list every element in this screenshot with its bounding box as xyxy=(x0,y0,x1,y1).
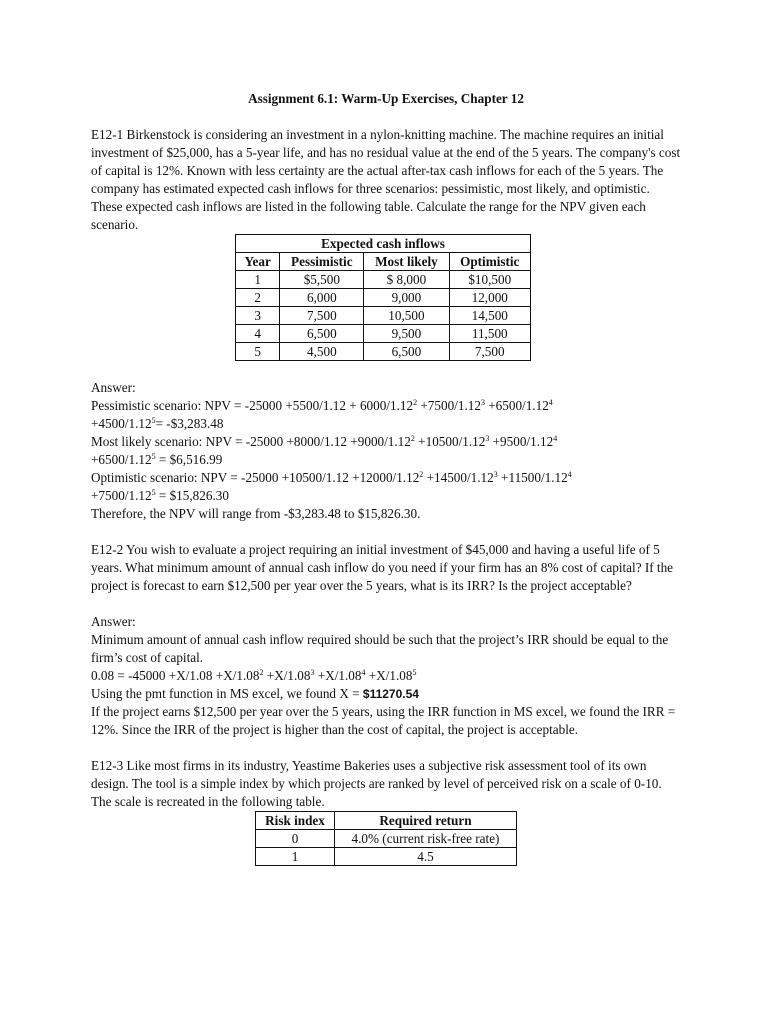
table-cell: 7,500 xyxy=(449,343,531,361)
table-cell: 5 xyxy=(236,343,280,361)
table-cell: 9,000 xyxy=(364,289,449,307)
irr-result: If the project earns $12,500 per year over the 5 years, using the IRR function in MS excel, we found the IRR = 12%. Since the IRR of the project is higher than the cost of capital, the project is acceptable. xyxy=(91,704,676,737)
table-row xyxy=(236,289,531,307)
npv-range-conclusion: Therefore, the NPV will range from -$3,283.48 to $15,826.30. xyxy=(91,506,421,521)
answer-label: Answer: xyxy=(91,614,136,629)
table-cell: 12,000 xyxy=(449,289,531,307)
table-cell: 4.0% (current risk-free rate) xyxy=(335,830,517,848)
table-header-row xyxy=(256,812,517,830)
e12-1-question: E12-1 Birkenstock is considering an investment in a nylon-knitting machine. The machine requires an initial investment of $25,000, has a 5-year life, and has no residual value at the end of the 5 years. The company's cost of capital is 12%. Known with less certainty are the actual after-tax cash inflows for each of the 5 years. The company has estimated expected cash inflows for three scenarios: pessimistic, most likely, and optimistic. These expected cash inflows are listed in the following table. Calculate the range for the NPV given each scenario. xyxy=(91,127,681,232)
table-cell: $ 8,000 xyxy=(364,271,449,289)
pessimistic-npv: Pessimistic scenario: NPV = $-25000 +5500/1.12 + 6000/1.12^2 +7500/1.12^3 +6500/1.12^4$ $+4500/1.12^5=$ -$3,283.48 xyxy=(91,398,553,431)
table-caption: Expected cash inflows xyxy=(236,235,531,253)
table-cell: 10,500 xyxy=(364,307,449,325)
pmt-result: Using the pmt function in MS excel, we found X = $11270.54 xyxy=(91,686,419,701)
answer-label: Answer: xyxy=(91,380,136,395)
optimistic-npv: Optimistic scenario: NPV = $-25000 +10500/1.12 +12000/1.12^2 +14500/1.12^3 +11500/1.12^4$ $+7500/1.12^5$ = $15,826.30 xyxy=(91,470,572,503)
table-cell: 6,500 xyxy=(280,325,364,343)
table-cell: 4.5 xyxy=(335,848,517,866)
table-row xyxy=(236,343,531,361)
table-cell: 4 xyxy=(236,325,280,343)
table-header-row xyxy=(236,253,531,271)
table-cell: 14,500 xyxy=(449,307,531,325)
table-cell: 6,500 xyxy=(364,343,449,361)
e12-3-question: E12-3 Like most firms in its industry, Yeastime Bakeries uses a subjective risk assessment tool of its own design. The tool is a simple index by which projects are ranked by level of perceived risk on a scale of 0-10. The scale is recreated in the following table. xyxy=(91,758,662,809)
irr-equation: $0.08 = -45000 +X/1.08 +X/1.08^2 +X/1.08^3 +X/1.08^4 +X/1.08^5$ xyxy=(91,668,417,683)
table-cell: 1 xyxy=(256,848,335,866)
risk-index-table xyxy=(255,811,517,866)
table-cell: 6,000 xyxy=(280,289,364,307)
header-pessimistic: Pessimistic xyxy=(280,253,364,271)
table-row xyxy=(256,848,517,866)
table-cell: 11,500 xyxy=(449,325,531,343)
table-row xyxy=(256,830,517,848)
table-row xyxy=(236,307,531,325)
table-cell: 9,500 xyxy=(364,325,449,343)
header-risk-index: Risk index xyxy=(256,812,335,830)
page-title: Assignment 6.1: Warm-Up Exercises, Chapter 12 xyxy=(248,91,524,106)
table-cell: 1 xyxy=(236,271,280,289)
table-cell: $10,500 xyxy=(449,271,531,289)
document-page xyxy=(91,90,681,866)
table-cell: $5,500 xyxy=(280,271,364,289)
header-optimistic: Optimistic xyxy=(449,253,531,271)
table-cell: 0 xyxy=(256,830,335,848)
most-likely-npv: Most likely scenario: NPV = $-25000 +8000/1.12 +9000/1.12^2 +10500/1.12^3 +9500/1.12^4$ $+6500/1.12^5$ = $6,516.99 xyxy=(91,434,558,467)
pmt-value: $11270.54 xyxy=(362,687,419,701)
table-cell: 3 xyxy=(236,307,280,325)
e12-2-question: E12-2 You wish to evaluate a project requiring an initial investment of $45,000 and having a useful life of 5 years. What minimum amount of annual cash inflow do you need if your firm has an 8% cost of capital? If the project is forecast to earn $12,500 per year over the 5 years, what is its IRR? Is the project acceptable? xyxy=(91,542,674,593)
table-cell: 2 xyxy=(236,289,280,307)
table-cell: 7,500 xyxy=(280,307,364,325)
min-cash-inflow-text: Minimum amount of annual cash inflow required should be such that the project’s IRR should be equal to the firm’s cost of capital. xyxy=(91,632,669,665)
header-most-likely: Most likely xyxy=(364,253,449,271)
table-cell: 4,500 xyxy=(280,343,364,361)
table-row xyxy=(236,325,531,343)
header-required-return: Required return xyxy=(335,812,517,830)
table-row xyxy=(236,271,531,289)
cash-inflows-table xyxy=(235,234,531,361)
header-year: Year xyxy=(236,253,280,271)
